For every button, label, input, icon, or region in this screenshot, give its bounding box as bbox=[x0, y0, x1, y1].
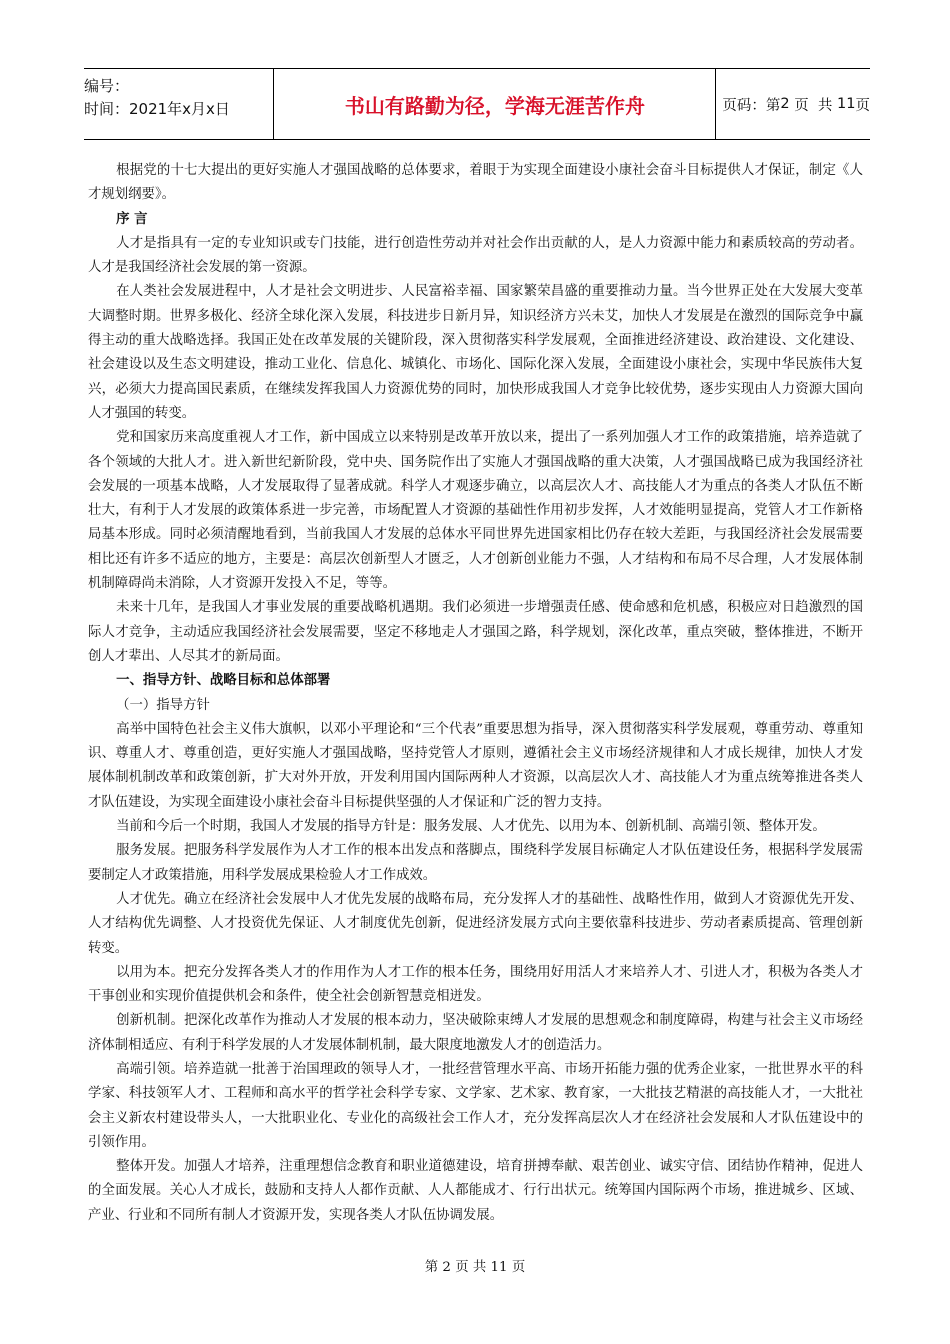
footer-total: 11 bbox=[490, 1260, 508, 1275]
document-number-label: 编号： bbox=[84, 77, 130, 95]
footer-prefix: 第 bbox=[424, 1260, 439, 1275]
paragraph: 根据党的十七大提出的更好实施人才强国战略的总体要求，着眼于为实现全面建设小康社会奋斗目标提供人才保证，制定《人才规划纲要》。 bbox=[88, 163, 863, 203]
subsection-heading: （一）指导方针 bbox=[116, 697, 210, 713]
paragraph: 高端引领。培养造就一批善于治国理政的领导人才，一批经营管理水平高、市场开拓能力强的优秀企业家，一批世界水平的科学家、科技领军人才、工程师和高水平的哲学社会科学专家、文学家、艺术家、教育家，一大批技艺精湛的高技能人才，一大批社会主义新农村建设带头人，一大批职业化、专业化的高级社会工作人才，充分发挥高层次人才在经济社会发展和人才队伍建设中的引领作用。 bbox=[88, 1061, 863, 1150]
paragraph: 人才优先。确立在经济社会发展中人才优先发展的战略布局，充分发挥人才的基础性、战略性作用，做到人才资源优先开发、人才结构优先调整、人才投资优先保证、人才制度优先创新，促进经济发展方式向主要依靠科技进步、劳动者素质提高、管理创新转变。 bbox=[88, 891, 863, 956]
paragraph: 当前和今后一个时期，我国人才发展的指导方针是：服务发展、人才优先、以用为本、创新机制、高端引领、整体开发。 bbox=[116, 819, 826, 835]
paragraph: 服务发展。把服务科学发展作为人才工作的根本出发点和落脚点，围绕科学发展目标确定人才队伍建设任务，根据科学发展需要制定人才政策措施，用科学发展成果检验人才工作成效。 bbox=[88, 843, 863, 883]
header-left bbox=[84, 69, 273, 139]
header-motto: 书山有路勤为径，学海无涯苦作舟 bbox=[273, 69, 716, 139]
page-footer bbox=[0, 1256, 950, 1275]
paragraph: 整体开发。加强人才培养，注重理想信念教育和职业道德建设，培育拼搏奉献、艰苦创业、诚实守信、团结协作精神，促进人的全面发展。关心人才成长，鼓励和支持人人都作贡献、人人都能成才、行行出状元。统筹国内国际两个市场，推进城乡、区域、产业、行业和不同所有制人才资源开发，实现各类人才队伍协调发展。 bbox=[88, 1159, 863, 1223]
paragraph: 党和国家历来高度重视人才工作，新中国成立以来特别是改革开放以来，提出了一系列加强人才工作的政策措施，培养造就了各个领域的大批人才。进入新世纪新阶段，党中央、国务院作出了实施人才强国战略的重大决策，人才强国战略已成为我国经济社会发展的一项基本战略，人才发展取得了显著成就。科学人才观逐步确立，以高层次人才、高技能人才为重点的各类人才队伍不断壮大，有利于人才发展的政策体系进一步完善，市场配置人才资源的基础性作用初步发挥，人才效能明显提高，党管人才工作新格局基本形成。同时必须清醒地看到，当前我国人才发展的总体水平同世界先进国家相比仍存在较大差距，与我国经济社会发展需要相比还有许多不适应的地方，主要是：高层次创新型人才匮乏，人才创新创业能力不强，人才结构和布局不尽合理，人才发展体制机制障碍尚未消除，人才资源开发投入不足，等等。 bbox=[88, 430, 863, 592]
paragraph: 创新机制。把深化改革作为推动人才发展的根本动力，坚决破除束缚人才发展的思想观念和制度障碍，构建与社会主义市场经济体制相适应、有利于科学发展的人才发展体制机制，最大限度地激发人才的创造活力。 bbox=[88, 1013, 863, 1053]
date-label: 时间：2021年x月x日 bbox=[84, 100, 230, 118]
page-current: 2 bbox=[780, 96, 790, 112]
footer-suffix: 页 bbox=[511, 1260, 526, 1275]
page-mid: 页 共 bbox=[794, 97, 833, 114]
page-header bbox=[84, 68, 870, 140]
page-suffix: 页 bbox=[855, 97, 870, 114]
paragraph: 人才是指具有一定的专业知识或专门技能，进行创造性劳动并对社会作出贡献的人，是人力资源中能力和素质较高的劳动者。人才是我国经济社会发展的第一资源。 bbox=[88, 235, 863, 276]
page-total: 11 bbox=[837, 96, 856, 112]
footer-mid: 页 共 bbox=[455, 1260, 487, 1275]
paragraph: 未来十几年，是我国人才事业发展的重要战略机遇期。我们必须进一步增强责任感、使命感和危机感，积极应对日趋激烈的国际人才竞争，主动适应我国经济社会发展需要，坚定不移地走人才强国之路，科学规划，深化改革，重点突破，整体推进，不断开创人才辈出、人尽其才的新局面。 bbox=[88, 600, 863, 664]
paragraph: 在人类社会发展进程中，人才是社会文明进步、人民富裕幸福、国家繁荣昌盛的重要推动力量。当今世界正处在大发展大变革大调整时期。世界多极化、经济全球化深入发展，科技进步日新月异，知识经济方兴未艾，加快人才发展是在激烈的国际竞争中赢得主动的重大战略选择。我国正处在改革发展的关键阶段，深入贯彻落实科学发展观，全面推进经济建设、政治建设、文化建设、社会建设以及生态文明建设，推动工业化、信息化、城镇化、市场化、国际化深入发展，全面建设小康社会，实现中华民族伟大复兴，必须大力提高国民素质，在继续发挥我国人力资源优势的同时，加快形成我国人才竞争比较优势，逐步实现由人力资源大国向人才强国的转变。 bbox=[88, 284, 863, 421]
paragraph: 高举中国特色社会主义伟大旗帜，以邓小平理论和“三个代表”重要思想为指导，深入贯彻落实科学发展观，尊重劳动、尊重知识、尊重人才、尊重创造，更好实施人才强国战略，坚持党管人才原则，遵循社会主义市场经济规律和人才成长规律，加快人才发展体制机制改革和政策创新，扩大对外开放，开发利用国内国际两种人才资源，以高层次人才、高技能人才为重点统筹推进各类人才队伍建设，为实现全面建设小康社会奋斗目标提供坚强的人才保证和广泛的智力支持。 bbox=[88, 721, 863, 810]
section-heading: 序 言 bbox=[116, 211, 148, 227]
footer-current: 2 bbox=[442, 1260, 451, 1275]
paragraph: 以用为本。把充分发挥各类人才的作用作为人才工作的根本任务，围绕用好用活人才来培养人才、引进人才，积极为各类人才干事创业和实现价值提供机会和条件，使全社会创新智慧竞相迸发。 bbox=[88, 964, 863, 1005]
page-label: 页码：第 bbox=[722, 97, 781, 114]
document-body bbox=[88, 159, 863, 1228]
section-heading: 一、指导方针、战略目标和总体部署 bbox=[116, 673, 331, 689]
header-page-info bbox=[716, 69, 870, 139]
